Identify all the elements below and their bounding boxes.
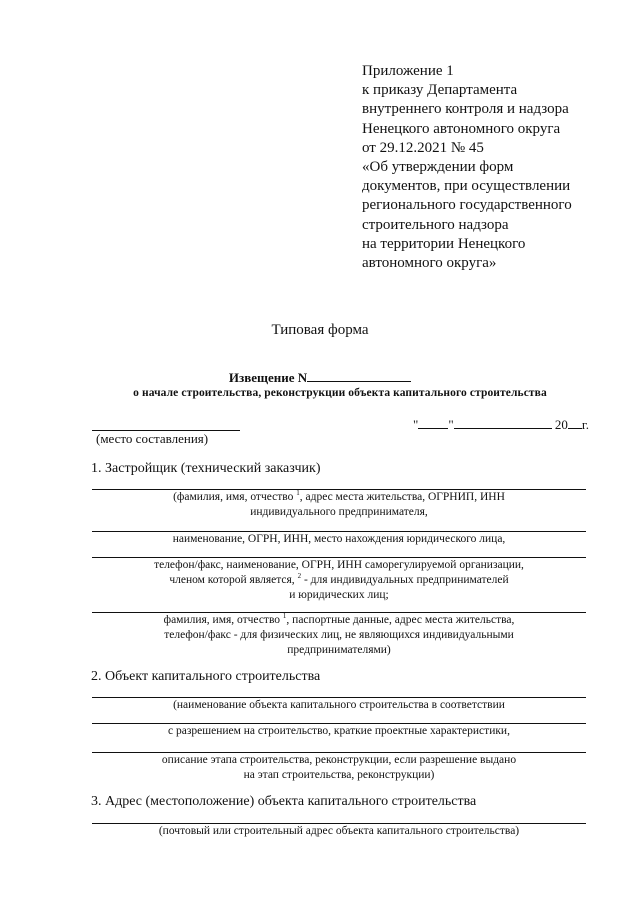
- date-field: [413, 416, 589, 433]
- appendix-line: «Об утверждении форм: [362, 158, 514, 175]
- appendix-line: строительного надзора: [362, 216, 509, 233]
- section-3-heading: 3. Адрес (местоположение) объекта капитального строительства: [91, 794, 477, 809]
- appendix-line: документов, при осуществлении: [362, 178, 571, 195]
- section-2-caption-3: описание этапа строительства, реконструкции, если разрешение выдано на этап строительства, реконструкции): [161, 754, 517, 781]
- appendix-line: регионального государственного: [362, 197, 572, 214]
- section-1-caption-3: телефон/факс, наименование, ОГРН, ИНН саморегулируемой организации, членом которой является, $^2$ - для индивидуальных предпринимателей и юридических лиц;: [154, 559, 524, 601]
- notice-title-text: Извещение N: [228, 370, 308, 385]
- form-type-heading: Типовая форма: [271, 322, 369, 338]
- place-caption: (место составления): [96, 431, 209, 446]
- notice-title: [0, 370, 640, 386]
- notice-subtitle: о начале строительства, реконструкции объекта капитального строительства: [133, 387, 547, 399]
- section-2-caption-1: (наименование объекта капитального строительства в соответствии: [173, 699, 505, 711]
- appendix-block: [362, 62, 572, 273]
- date-open-quote: ": [413, 417, 419, 432]
- appendix-line: от 29.12.2021 № 45: [362, 139, 484, 156]
- appendix-line: Приложение 1: [362, 63, 454, 79]
- appendix-line: на территории Ненецкого: [362, 235, 526, 252]
- section-1-caption-4: фамилия, имя, отчество $^1$, паспортные данные, адрес места жительства, телефон/факс - для физических лиц, не являющихся индивидуальными предпринимателями): [163, 612, 515, 656]
- section-1-caption-2: наименование, ОГРН, ИНН, место нахождения юридического лица,: [172, 533, 506, 545]
- year-blank[interactable]: [568, 416, 582, 429]
- appendix-line: автономного округа»: [362, 254, 497, 271]
- date-close-quote: ": [448, 417, 454, 432]
- appendix-line: к приказу Департамента: [362, 82, 518, 99]
- appendix-line: Ненецкого автономного округа: [362, 120, 561, 137]
- section-1-caption-1: (фамилия, имя, отчество $^1$, адрес места жительства, ОГРНИП, ИНН индивидуального предпринимателя,: [173, 489, 505, 518]
- year-suffix: г.: [581, 417, 589, 432]
- section-2-caption-2: с разрешением на строительство, краткие проектные характеристики,: [168, 725, 510, 737]
- year-prefix: 20: [554, 417, 568, 432]
- appendix-line: внутреннего контроля и надзора: [362, 101, 569, 118]
- notice-number-blank[interactable]: [307, 370, 411, 382]
- month-blank[interactable]: [454, 416, 552, 429]
- section-2-heading: 2. Объект капитального строительства: [91, 669, 321, 684]
- section-1-heading: 1. Застройщик (технический заказчик): [91, 461, 321, 476]
- day-blank[interactable]: [418, 416, 448, 429]
- section-3-caption-1: (почтовый или строительный адрес объекта капитального строительства): [158, 825, 520, 837]
